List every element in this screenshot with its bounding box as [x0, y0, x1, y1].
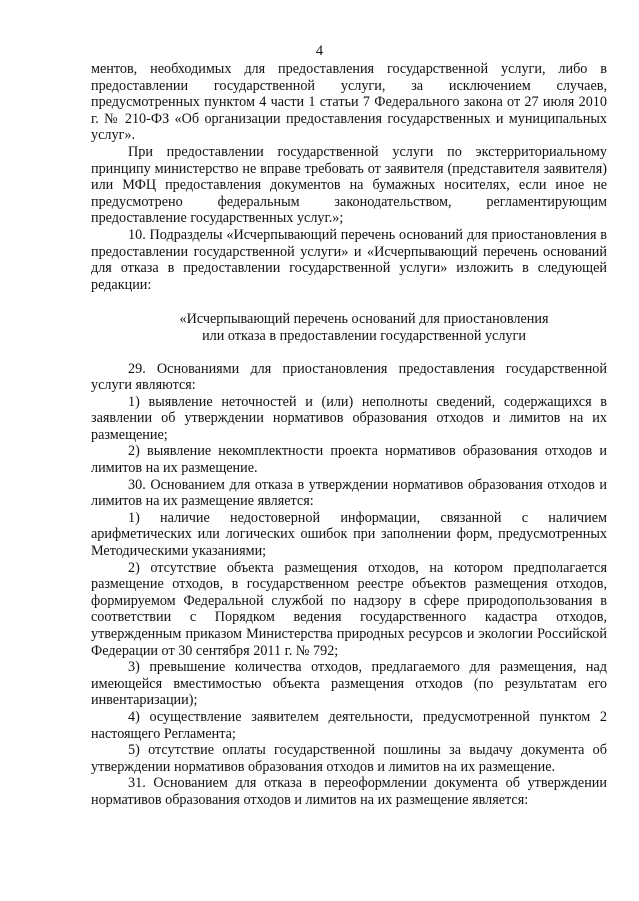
- paragraph-continuation: ментов, необходимых для предоставления государственной услуги, либо в предоставлении государственной услуги, за исключением случаев, предусмотренных пунктом 4 части 1 статьи 7 Федерального закона от 27 июля 2010 г. № 210-ФЗ «Об организации предоставления государственных и муниципальных услуг».: [91, 61, 607, 144]
- paragraph-item-29-1: 1) выявление неточностей и (или) неполноты сведений, содержащихся в заявлении об утверждении нормативов образования отходов и лимитов на их размещение;: [91, 393, 607, 443]
- paragraph-item-30-4: 4) осуществление заявителем деятельности, предусмотренной пунктом 2 настоящего Регламента;: [91, 708, 607, 742]
- paragraph-item-10: 10. Подразделы «Исчерпывающий перечень оснований для приостановления в предоставлении государственной услуги» и «Исчерпывающий перечень оснований для отказа в предоставлении государственной услуги» изложить в следующей редакции:: [91, 226, 607, 293]
- section-heading-line-1: «Исчерпывающий перечень оснований для приостановления: [179, 311, 549, 328]
- paragraph-item-30: 30. Основанием для отказа в утверждении нормативов образования отходов и лимитов на их размещение является:: [91, 476, 607, 510]
- paragraph-item-30-1: 1) наличие недостоверной информации, связанной с наличием арифметических или логических ошибок при заполнении форм, предусмотренных Методическими указаниями;: [91, 509, 607, 560]
- page-number: 4: [315, 43, 324, 59]
- paragraph-item-31: 31. Основанием для отказа в переоформлении документа об утверждении нормативов образования отходов и лимитов на их размещение является:: [91, 775, 607, 808]
- paragraph-item-30-5: 5) отсутствие оплаты государственной пошлины за выдачу документа об утверждении нормативов образования отходов и лимитов на их размещение.: [91, 742, 607, 775]
- paragraph-item-30-2: 2) отсутствие объекта размещения отходов, на котором предполагается размещение отходов, в государственном реестре объектов размещения отходов, формируемом Федеральной службой по надзору в сфере природопользования в соответствии с Порядком ведения государственного кадастра отходов, утвержденным приказом Министерства природных ресурсов и экологии Российской Федерации от 30 сентября 2011 г. № 792;: [91, 559, 607, 659]
- paragraph-item-29: 29. Основаниями для приостановления предоставления государственной услуги являются:: [91, 360, 607, 394]
- section-heading-line-2: или отказа в предоставлении государственной услуги: [202, 327, 526, 344]
- paragraph-item-30-3: 3) превышение количества отходов, предлагаемого для размещения, над имеющейся вместимостью объекта размещения отходов (по результатам его инвентаризации);: [91, 659, 607, 709]
- document-body: [91, 61, 607, 809]
- paragraph-extraterritorial: При предоставлении государственной услуги по экстерриториальному принципу министерство не вправе требовать от заявителя (представителя заявителя) или МФЦ предоставления документов на бумажных носителях, если иное не предусмотрено федеральным законодательством, регламентирующим предоставление государственных услуг.»;: [91, 143, 607, 227]
- paragraph-item-29-2: 2) выявление некомплектности проекта нормативов образования отходов и лимитов на их размещение.: [91, 443, 607, 477]
